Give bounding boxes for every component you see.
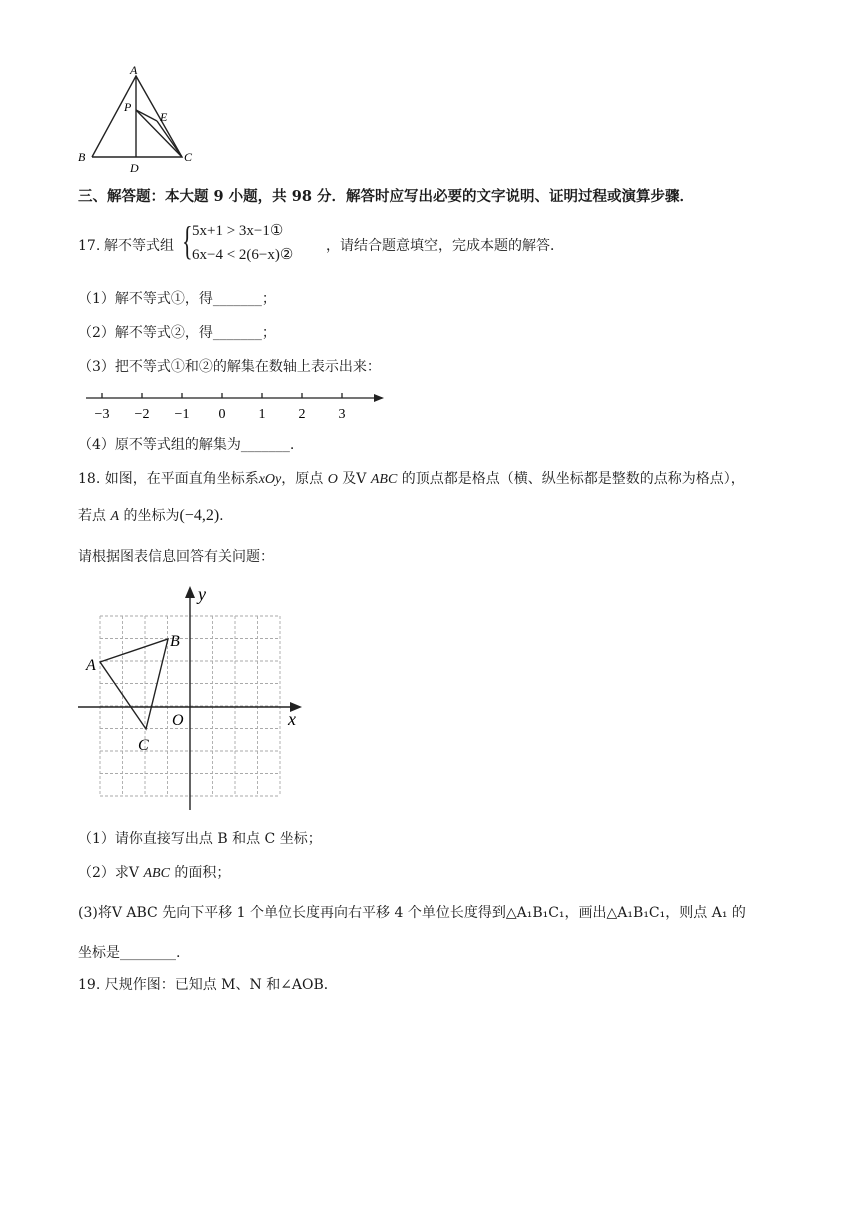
number-line-tick-label: −1: [174, 407, 190, 422]
number-line-tick-label: −2: [134, 407, 150, 422]
grid-label-A: A: [86, 657, 96, 674]
q18-line1-mid: ，原点: [281, 471, 324, 487]
number-line-tick-label: 1: [258, 407, 266, 422]
label-B: B: [78, 150, 86, 164]
number-line-tick-label: 2: [298, 407, 306, 422]
q17-part1: （1）解不等式①，得_______；: [78, 291, 276, 307]
q17-intro: 解不等式组: [104, 238, 174, 254]
grid-label-y: y: [198, 584, 206, 604]
grid-label-O: O: [172, 712, 184, 729]
q18-line2-mid: 的坐标为: [123, 508, 180, 524]
grid-label-x: x: [288, 709, 296, 729]
triangle-figure-top: [72, 64, 202, 176]
q18-var-xOy: xOy: [258, 472, 282, 487]
q18-line1-mid2: 及V: [342, 471, 367, 487]
q17-brace: {: [182, 218, 193, 263]
q18-line1-post: 的顶点都是格点（横、纵坐标都是整数的点称为格点），: [401, 471, 745, 487]
q17-ineq2: 6x−4 < 2(6−x)②: [192, 247, 294, 263]
number-line-tick-label: 3: [338, 407, 346, 422]
section-heading: 三、解答题：本大题 9 小题，共 98 分．解答时应写出必要的文字说明、证明过程或演算步骤．: [78, 188, 694, 205]
q18-part2: [78, 864, 230, 883]
q17-part2: （2）解不等式②，得_______；: [78, 325, 276, 341]
q18-part2-abc: ABC: [143, 866, 170, 881]
q18-coord: (−4,2): [179, 507, 220, 524]
number-line: [82, 388, 392, 424]
q18-point-A: A: [110, 509, 120, 524]
grid-label-B: B: [170, 633, 180, 650]
q17-ineq1: 5x+1 > 3x−1①: [192, 223, 284, 239]
label-A: A: [130, 64, 138, 77]
label-P: P: [124, 100, 132, 114]
q17-part3: （3）把不等式①和②的解集在数轴上表示出来：: [78, 359, 381, 375]
number-line-tick-label: −3: [94, 407, 110, 422]
grid-label-C: C: [138, 737, 149, 754]
q18-part3: (3)将V ABC 先向下平移 1 个单位长度再向右平移 4 个单位长度得到△A₁B₁C₁，画出△A₁B₁C₁，则点 A₁ 的: [78, 905, 746, 921]
q18-part3-b: 坐标是________.: [78, 945, 181, 961]
q18-line3: 请根据图表信息回答有关问题：: [78, 549, 274, 565]
q19-text: 19. 尺规作图：已知点 M、N 和∠AOB．: [78, 977, 338, 993]
q18-origin-O: O: [327, 472, 338, 487]
q18-line2: [78, 507, 224, 526]
q17-number: 17.: [78, 238, 101, 254]
q18-line2-pre: 若点: [78, 508, 106, 524]
coordinate-grid: [76, 582, 306, 812]
q18-part2-post: 的面积；: [174, 865, 231, 881]
number-line-tick-label: 0: [218, 407, 226, 422]
q18-part1: （1）请你直接写出点 B 和点 C 坐标；: [78, 831, 322, 847]
label-D: D: [130, 161, 139, 175]
q18-abc: ABC: [370, 472, 398, 487]
q17-part4: （4）原不等式组的解集为_______.: [78, 437, 295, 453]
label-C: C: [184, 150, 193, 164]
q18-part2-pre: （2）求V: [78, 865, 140, 881]
q18-line1: [78, 470, 745, 489]
q18-line1-pre: 18. 如图，在平面直角坐标系: [78, 471, 259, 487]
label-E: E: [160, 110, 168, 124]
q18-line2-post: .: [219, 508, 224, 524]
q17-tail: ，请结合题意填空，完成本题的解答．: [326, 238, 564, 254]
